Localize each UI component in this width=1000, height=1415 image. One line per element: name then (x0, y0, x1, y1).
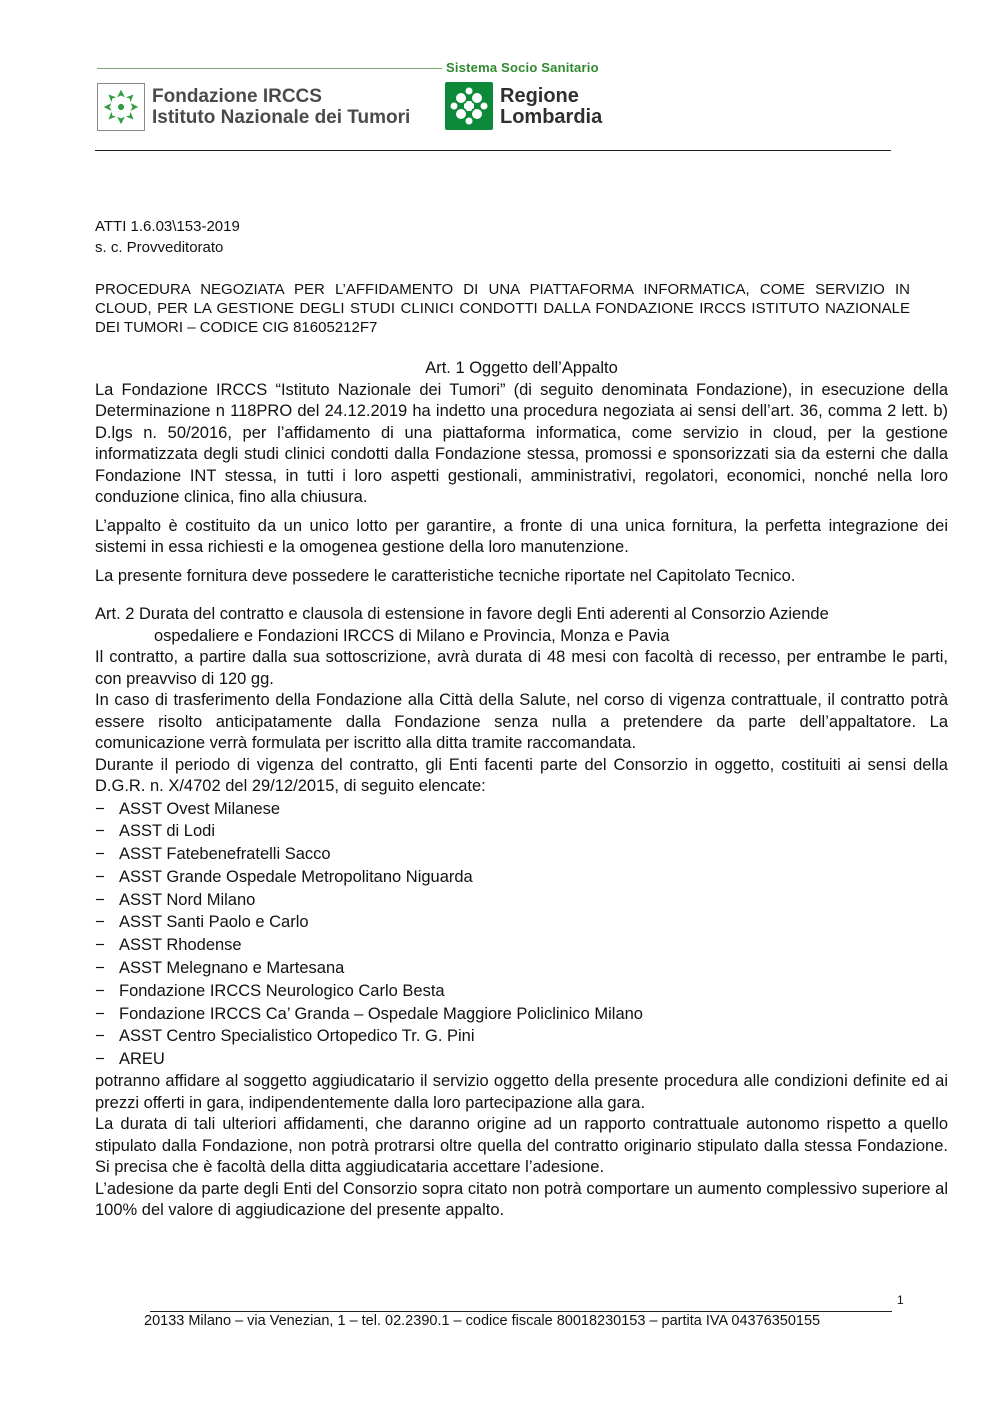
regione-lombardia-logo-text (500, 86, 602, 128)
art2-paragraph-4: potranno affidare al soggetto aggiudicatario il servizio oggetto della presente procedura alle condizioni definite ed ai prezzi offerti in gara, indipendentemente dalla loro partecipazione alla gara. (95, 1072, 948, 1112)
page-number: 1 (897, 1293, 904, 1307)
art2-paragraph-6: L’adesione da parte degli Enti del Consorzio sopra citato non potrà comportare un aumento complessivo superiore al 100% del valore di aggiudicazione del presente appalto. (95, 1179, 948, 1220)
int-logo-line1: Fondazione IRCCS (152, 86, 322, 107)
list-item: − ASST di Lodi (95, 820, 948, 843)
rl-logo-line1: Regione (500, 85, 579, 107)
list-item: − ASST Melegnano e Martesana (95, 957, 948, 980)
list-item: − ASST Nord Milano (95, 889, 948, 912)
art2-section (95, 604, 948, 1222)
list-item: − ASST Grande Ospedale Metropolitano Niguarda (95, 866, 948, 889)
art2-paragraph-3: Durante il periodo di vigenza del contratto, gli Enti facenti parte del Consorzio in oggetto, costituiti ai sensi della D.G.R. n. X/4702 del 29/12/2015, di seguito elencate: (95, 755, 948, 795)
list-item: − ASST Ovest Milanese (95, 798, 948, 821)
regione-lombardia-logo-icon (445, 82, 493, 130)
rosa-camuna-emblem (445, 82, 493, 130)
art2-paragraph-2: In caso di trasferimento della Fondazione alla Città della Salute, nel corso di vigenza contrattuale, il contratto potrà essere risolto anticipatamente dalla Fondazione senza nulla a pretendere da parte dell’appaltatore. La comunicazione verrà formulata per iscritto alla ditta tramite raccomandata. (95, 691, 948, 752)
art1-paragraph-1: La Fondazione IRCCS “Istituto Nazionale dei Tumori” (di seguito denominata Fondazione), in esecuzione della Determinazione n 118PRO del 24.12.2019 ha indetto una procedura negoziata ai sensi dell’art. 36, comma 2 lett. b) D.lgs n. 50/2016, per l’affidamento di una piattaforma informatica, come servizio in cloud, per la gestione informatizzata degli studi clinici condotti dalla Fondazione stessa, promossi e sponsorizzati sia da esterni che dalla Fondazione INT stessa, in tutti i loro aspetti gestionali, amministrativi, regolatori, economici, nonché nella loro conduzione clinica, fino alla chiusura. (95, 380, 948, 506)
office-name: s. c. Provveditorato (95, 239, 224, 256)
fondazione-int-logo-text (152, 86, 410, 128)
sistema-socio-sanitario-label: Sistema Socio Sanitario (446, 60, 599, 75)
document-body (95, 358, 948, 1222)
atti-reference: ATTI 1.6.03\153-2019 (95, 218, 240, 235)
procedure-title: PROCEDURA NEGOZIATA PER L’AFFIDAMENTO DI UNA PIATTAFORMA INFORMATICA, COME SERVIZIO IN CLOUD, PER LA GESTIONE DEGLI STUDI CLINICI CONDOTTI DALLA FONDAZIONE IRCCS ISTITUTO NAZIONALE DEI TUMORI – CODICE CIG 81605212F7 (95, 281, 910, 336)
header-decorative-line (97, 68, 442, 69)
art2-title (95, 604, 948, 647)
list-item: − AREU (95, 1048, 948, 1071)
int-logo-line2: Istituto Nazionale dei Tumori (152, 107, 411, 128)
list-item: − Fondazione IRCCS Ca’ Granda – Ospedale Maggiore Policlinico Milano (95, 1003, 948, 1026)
art1-title: Art. 1 Oggetto dell’Appalto (425, 359, 618, 377)
art2-title-line2: ospedaliere e Fondazioni IRCCS di Milano e Provincia, Monza e Pavia (154, 626, 670, 645)
footer-rule (150, 1311, 892, 1312)
art2-paragraph-1: Il contratto, a partire dalla sua sottoscrizione, avrà durata di 48 mesi con facoltà di recesso, per entrambe le parti, con preavviso di 120 gg. (95, 648, 948, 688)
art1-paragraph-3: La presente fornitura deve possedere le caratteristiche tecniche riportate nel Capitolato Tecnico. (95, 566, 796, 585)
rl-logo-line2: Lombardia (500, 106, 603, 128)
list-item: − ASST Fatebenefratelli Sacco (95, 843, 948, 866)
list-item: − ASST Rhodense (95, 934, 948, 957)
art2-paragraph-5: La durata di tali ulteriori affidamenti, che daranno origine ad un rapporto contrattuale autonomo rispetto a quello stipulato dalla Fondazione, non potrà protrarsi oltre quella del contratto originario stipulato dalla stessa Fondazione. Si precisa che è facoltà della ditta aggiudicataria accettare l’adesione. (95, 1115, 948, 1177)
list-item: − ASST Centro Specialistico Ortopedico Tr. G. Pini (95, 1025, 948, 1048)
list-item: − Fondazione IRCCS Neurologico Carlo Besta (95, 980, 948, 1003)
art2-title-line1: Art. 2 Durata del contratto e clausola di estensione in favore degli Enti aderenti al Consorzio Aziende (95, 605, 829, 623)
header-rule (95, 150, 891, 151)
consorzio-entity-list (95, 798, 948, 1072)
footer-address: 20133 Milano – via Venezian, 1 – tel. 02.2390.1 – codice fiscale 80018230153 – partita IVA 04376350155 (144, 1313, 821, 1329)
fondazione-int-logo-icon (97, 83, 145, 131)
fondazione-int-emblem (98, 84, 144, 130)
document-meta (95, 216, 240, 258)
art1-paragraph-2: L’appalto è costituito da un unico lotto per garantire, a fronte di una unica fornitura, la perfetta integrazione dei sistemi in essa richiesti e la omogenea gestione della loro manutenzione. (95, 516, 948, 556)
list-item: − ASST Santi Paolo e Carlo (95, 911, 948, 934)
